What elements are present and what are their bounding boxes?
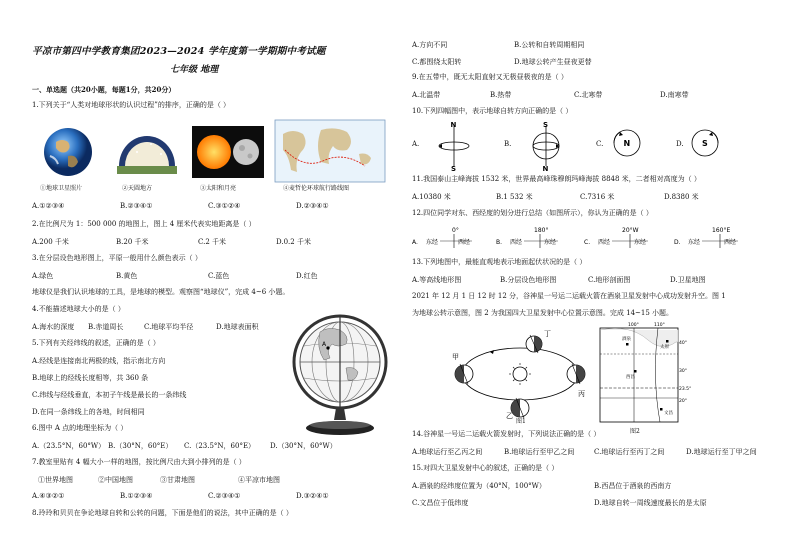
q1-option-a: A.①②③④ (32, 202, 65, 210)
q6-option-a: A.（23.5°N，60°W） (32, 442, 106, 450)
q12-deg-b: 180° (534, 227, 549, 234)
q9-option-c: C.北寒带 (574, 91, 603, 99)
q12-c-right: 东经 (634, 239, 647, 246)
q6-option-b: B.（30°N，60°E） (108, 442, 173, 450)
q2-option-a: A.200 千米 (32, 238, 69, 246)
q7-option-c: C.②③④① (208, 492, 241, 500)
site-wenchang: 文昌 (664, 411, 673, 416)
q1-caption-2: ②天圆地方 (122, 185, 153, 192)
q1-option-d: D.②③④① (296, 202, 329, 210)
q5-stem: 5.下列有关经纬线的叙述，正确的是（ ） (32, 339, 160, 347)
exam-title: 平凉市第四中学教育集团2023—2024 学年度第一学期期中考试题 (32, 46, 326, 57)
q7-map-4: ④平凉市地图 (238, 476, 280, 484)
q2-option-b: B.20 千米 (116, 238, 149, 246)
q2-stem: 2.在比例尺为 1：500 000 的地图上，图上 4 厘米代表实地距离是（ ） (32, 220, 256, 228)
q1-stem: 1.下列关于“人类对地球形状的认识过程”的排序，正确的是（ ） (32, 101, 231, 109)
q10-label-c: C. (596, 140, 604, 148)
q13-stem: 13.下列地图中，最能直观地表示地面起伏状况的是（ ） (412, 258, 587, 266)
q4-option-b: B.赤道周长 (88, 323, 124, 331)
q12-deg-c: 20°W (622, 227, 639, 234)
q15-stem: 15.对四大卫星发射中心的叙述，正确的是（ ） (412, 464, 559, 472)
figure-1-caption: 图1 (516, 418, 526, 425)
q2-option-d: D.0.2 千米 (276, 238, 311, 246)
q6-stem: 6.图中 A 点的地理坐标为（ ） (32, 424, 128, 432)
figure-2-caption: 图2 (630, 428, 640, 435)
q1-caption-1: ①地球卫星照片 (40, 185, 83, 192)
position-jia: 甲 (452, 353, 459, 361)
q10-label-d: D. (676, 140, 684, 148)
lat-23-5: 23.5° (679, 387, 692, 392)
q10-label-a: A. (412, 140, 420, 148)
lat-40: 40° (679, 341, 687, 346)
globe-figure (288, 302, 388, 444)
exam-subtitle: 七年级 地理 (170, 65, 219, 75)
q3-option-d: D.红色 (296, 272, 318, 280)
q12-a-left: 东经 (426, 239, 439, 246)
q15-option-c: C.文昌位于低纬度 (412, 499, 469, 507)
q6-option-c: C.（23.5°N，60°E） (184, 442, 256, 450)
earth-position-3 (567, 364, 585, 384)
site-taiyuan: 太原 (660, 345, 669, 350)
pole-b-bottom: N (542, 165, 549, 173)
q1-option-c: C.③①②④ (208, 202, 241, 210)
site-xichang: 西昌 (626, 375, 635, 380)
q8-option-d: D.地球公转产生昼夜更替 (514, 58, 592, 66)
q10-label-b: B. (504, 140, 512, 148)
q8-option-a: A.方向不同 (412, 41, 448, 49)
q6-option-d: D.（30°N，60°W） (270, 442, 337, 450)
rotation-figure-d (688, 126, 722, 164)
q7-map-3: ③甘肃地图 (160, 476, 195, 484)
q12-stem: 12.四位同学对东、西经度的划分进行总结（如图所示），你认为正确的是（ ） (412, 209, 653, 217)
q7-map-1: ①世界地图 (38, 476, 73, 484)
q8-option-b: B.公转和自转周期相同 (514, 41, 585, 49)
q14-option-d: D.地球运行至丁甲之间 (686, 448, 757, 456)
earth-position-4 (526, 335, 542, 353)
rotation-figure-b (526, 120, 566, 176)
intro-4-6: 地球仪是我们认识地球的工具，是地球的模型。观察图“地球仪”，完成 4~6 小题。 (32, 288, 290, 296)
q9-stem: 9.在五带中，既无太阳直射又无极昼极夜的是（ ） (412, 73, 568, 81)
heaven-dome-figure (115, 126, 179, 182)
orbit-figure (450, 326, 590, 428)
pole-c: N (623, 139, 631, 148)
q5-option-a: A.经线是连接南北两极的线，指示南北方向 (32, 357, 166, 365)
q7-option-b: B.①②③④ (120, 492, 153, 500)
lat-20: 20° (679, 399, 687, 404)
q12-d-left: 东经 (688, 239, 701, 246)
q12-d-right: 西经 (724, 239, 737, 246)
q10-stem: 10.下列四幅图中，表示地球自转方向正确的是（ ） (412, 107, 573, 115)
q13-option-d: D.卫星地图 (670, 276, 706, 284)
pole-a-bottom: S (451, 165, 457, 173)
q3-option-c: C.蓝色 (208, 272, 230, 280)
pole-d: S (702, 139, 708, 148)
q12-deg-d: 160°E (712, 227, 731, 234)
q5-option-b: B.地球上的经线长度相等，共 360 条 (32, 374, 149, 382)
q12-label-c: C. (584, 239, 591, 246)
position-yi: 乙 (506, 412, 513, 420)
q11-option-b: B.1 532 米 (496, 193, 533, 201)
q4-option-a: A.海水的深度 (32, 323, 75, 331)
q11-option-d: D.8380 米 (664, 193, 699, 201)
earth-position-2 (511, 398, 529, 418)
q8-option-c: C.都围绕太阳转 (412, 58, 462, 66)
q14-option-b: B.地球运行至甲乙之间 (504, 448, 575, 456)
q1-caption-4: ④麦哲伦环球航行路线图 (283, 185, 350, 192)
longitude-figures (412, 224, 792, 256)
q11-option-c: C.7316 米 (580, 193, 615, 201)
q4-stem: 4.不能描述地球大小的是（ ） (32, 305, 125, 313)
magellan-route-map (275, 120, 385, 186)
rotation-figure-a (434, 120, 474, 176)
q8-stem: 8.玲玲和贝贝在争论地球自转和公转的问题，下面是他们的说法，其中正确的是（ ） (32, 509, 293, 517)
q7-stem: 7.教室里贴有 4 幅大小一样的地图，按比例尺由大到小排列的是（ ） (32, 458, 246, 466)
section-heading: 一、单选题（共20小题，每题1分，共20分） (32, 85, 176, 94)
launch-sites-map (594, 320, 692, 432)
q5-option-c: C.纬线与经线垂直，本初子午线是最长的一条纬线 (32, 391, 187, 399)
q3-stem: 3.在分层设色地形图上，平原一般用什么颜色表示（ ） (32, 254, 202, 262)
q4-option-c: C.地球平均半径 (144, 323, 194, 331)
rotation-figure-c (610, 126, 644, 164)
q11-option-a: A.10380 米 (412, 193, 451, 201)
q5-option-d: D.在同一条纬线上的各地，时间相同 (32, 408, 145, 416)
q12-label-b: B. (496, 239, 503, 246)
site-jiuquan: 酒泉 (622, 337, 631, 342)
q12-c-left: 西经 (598, 239, 611, 246)
position-ding: 丁 (544, 330, 551, 338)
q12-deg-a: 0° (452, 227, 459, 234)
sun-moon-figure (192, 126, 264, 182)
position-bing: 丙 (578, 390, 585, 398)
pole-b-top: S (543, 121, 549, 129)
q7-option-a: A.④③②① (32, 492, 65, 500)
svg-text:A: A (322, 341, 327, 348)
q15-option-b: B.西昌位于酒泉的西南方 (594, 482, 672, 490)
q7-map-2: ②中国地图 (98, 476, 133, 484)
q12-b-left: 西经 (510, 239, 523, 246)
q15-option-a: A.酒泉的经纬度位置为（40°N，100°W） (412, 482, 546, 490)
q11-stem: 11.我国泰山主峰海拔 1532 米，世界最高峰珠穆朗玛峰海拔 8848 米，二者相对高度为（ ） (412, 175, 701, 183)
q12-label-a: A. (412, 239, 418, 246)
q9-option-d: D.南寒带 (660, 91, 689, 99)
q7-option-d: D.③②④① (296, 492, 329, 500)
q13-option-c: C.地形剖面图 (588, 276, 631, 284)
q14-option-a: A.地球运行至乙丙之间 (412, 448, 483, 456)
q4-option-d: D.地球表面积 (216, 323, 259, 331)
q13-option-b: B.分层设色地形图 (500, 276, 557, 284)
earth-position-1 (455, 364, 473, 384)
q3-option-b: B.黄色 (116, 272, 138, 280)
q3-option-a: A.绿色 (32, 272, 54, 280)
q15-option-d: D.地球自转一周线速度最长的是太原 (594, 499, 707, 507)
q13-option-a: A.等高线地形图 (412, 276, 462, 284)
passage-line-2: 为地球公转示意图，图 2 为我国四大卫星发射中心位置示意图。完成 14~15 小题。 (412, 309, 674, 317)
q9-option-a: A.北温带 (412, 91, 441, 99)
lon-100: 100° (628, 323, 639, 328)
q14-stem: 14.谷神星一号运二运载火箭发射时，下列说法正确的是（ ） (412, 430, 601, 438)
q12-a-right: 西经 (458, 239, 471, 246)
q1-caption-3: ③太阳和月亮 (200, 185, 237, 192)
q1-option-b: B.②③④① (120, 202, 153, 210)
q12-b-right: 东经 (544, 239, 557, 246)
q9-option-b: B.热带 (490, 91, 512, 99)
q12-label-d: D. (674, 239, 681, 246)
lat-30: 30° (679, 369, 687, 374)
pole-a-top: N (450, 121, 457, 129)
passage-line-1: 2021 年 12 月 1 日 12 时 12 分，谷神星一号运二运载火箭在酒泉卫星发射中心成功发射升空。图 1 (412, 292, 726, 300)
q2-option-c: C.2 千米 (198, 238, 227, 246)
lon-110: 110° (654, 323, 665, 328)
earth-photo (38, 126, 98, 182)
q14-option-c: C.地球运行至丙丁之间 (594, 448, 665, 456)
